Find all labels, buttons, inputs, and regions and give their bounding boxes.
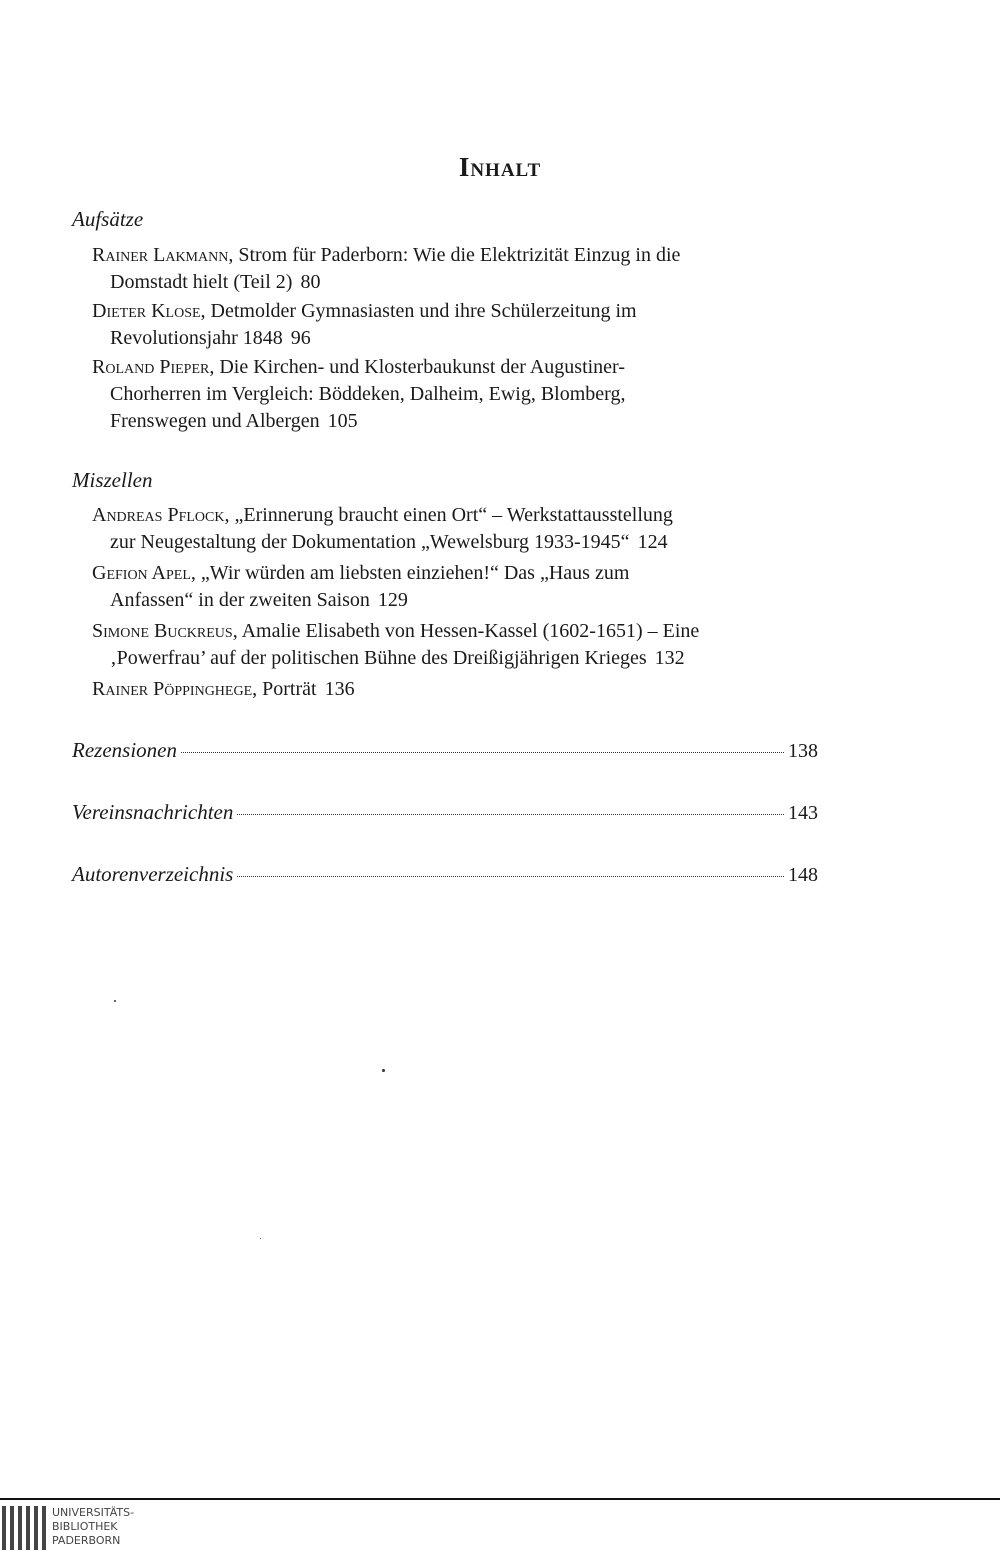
toc-entry: [92, 242, 818, 296]
library-logo: [0, 1502, 140, 1553]
entry-author: Rainer Lakmann: [92, 244, 229, 266]
entry-author: Andreas Pflock: [92, 504, 225, 526]
entry-title-line: , Detmolder Gymnasiasten und ihre Schülerzeitung im: [200, 300, 637, 322]
entry-label: Vereinsnachrichten: [72, 800, 234, 824]
entry-page-number: 136: [324, 678, 355, 700]
logo-line: BIBLIOTHEK: [52, 1520, 118, 1533]
entry-page-number: 138: [788, 740, 818, 762]
toc-entry-rezensionen: [72, 738, 818, 763]
entry-title-line: Chorherren im Vergleich: Böddeken, Dalheim, Ewig, Blomberg,: [110, 383, 626, 405]
toc-entry: [92, 560, 818, 614]
entry-author: Simone Buckreus: [92, 620, 233, 642]
logo-bars-icon: [2, 1506, 46, 1550]
toc-entry-autorenverzeichnis: [72, 862, 818, 887]
toc-entry-vereinsnachrichten: [72, 800, 818, 825]
entry-title-last: zur Neugestaltung der Dokumentation „Wewelsburg 1933-1945“: [110, 531, 630, 553]
leader-dots: [237, 814, 784, 815]
section-heading-aufsaetze: Aufsätze: [72, 207, 144, 231]
entry-title-line: , Amalie Elisabeth von Hessen-Kassel (1602-1651) – Eine: [232, 620, 700, 642]
entry-author: Gefion Apel: [92, 562, 191, 584]
toc-entry: [92, 354, 818, 435]
scan-speck: [382, 1069, 385, 1072]
page-title: Inhalt: [458, 152, 542, 182]
footer-rule: [0, 1498, 1000, 1500]
entry-page-number: 129: [377, 589, 408, 611]
entry-title-last: , Porträt: [252, 678, 317, 700]
entry-page-number: 148: [788, 864, 818, 886]
section-heading-miszellen: Miszellen: [72, 468, 153, 492]
logo-line: PADERBORN: [52, 1534, 121, 1547]
entry-page-number: 132: [654, 647, 685, 669]
toc-entry: [92, 298, 818, 352]
entry-title-line: , Die Kirchen- und Klosterbaukunst der Augustiner-: [209, 356, 625, 378]
entry-author: Roland Pieper: [92, 356, 210, 378]
toc-entry: [92, 502, 818, 556]
entry-title-last: ‚Powerfrau’ auf der politischen Bühne des Dreißigjährigen Krieges: [110, 647, 647, 669]
entry-title-last: Frenswegen und Albergen: [110, 410, 320, 432]
logo-line: UNIVERSITÄTS-: [52, 1506, 135, 1519]
entry-author: Dieter Klose: [92, 300, 201, 322]
entry-title-line: , „Wir würden am liebsten einziehen!“ Das „Haus zum: [190, 562, 630, 584]
entry-title-line: , Strom für Paderborn: Wie die Elektrizität Einzug in die: [228, 244, 681, 266]
entry-page-number: 105: [327, 410, 358, 432]
entry-title-last: Revolutionsjahr 1848: [110, 327, 283, 349]
entry-title-line: , „Erinnerung braucht einen Ort“ – Werkstattausstellung: [224, 504, 673, 526]
entry-page-number: 143: [788, 802, 818, 824]
toc-entry: [92, 618, 818, 672]
entry-page-number: 96: [290, 327, 311, 349]
entry-label: Autorenverzeichnis: [72, 862, 234, 886]
entry-page-number: 80: [300, 271, 321, 293]
entry-page-number: 124: [637, 531, 668, 553]
entry-label: Rezensionen: [72, 738, 177, 762]
entry-title-last: Anfassen“ in der zweiten Saison: [110, 589, 370, 611]
entry-author: Rainer Pöppinghege: [92, 678, 253, 700]
leader-dots: [237, 876, 784, 877]
toc-entry: [92, 676, 818, 703]
scan-speck: [114, 1000, 116, 1002]
leader-dots: [181, 752, 784, 753]
entry-title-last: Domstadt hielt (Teil 2): [110, 271, 293, 293]
scan-speck: [260, 1238, 261, 1239]
